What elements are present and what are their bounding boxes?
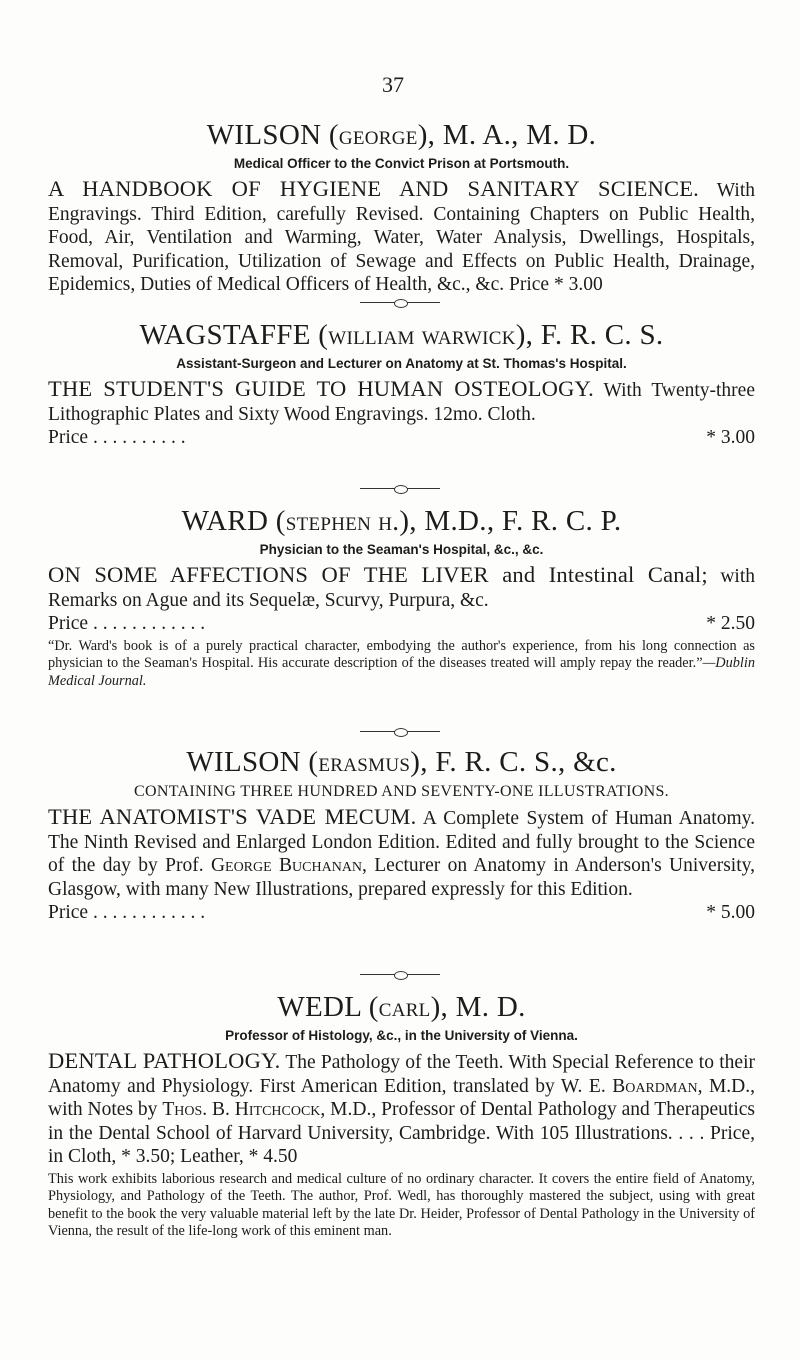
author-affiliation: Physician to the Seaman's Hospital, &c., &c.: [259, 542, 544, 557]
catalog-entry-wedl: [48, 990, 755, 1241]
price-label: Price . . . . . . . . . .: [48, 427, 186, 448]
price-value: * 3.00: [706, 427, 755, 448]
book-title: A HANDBOOK OF HYGIENE AND SANITARY SCIENCE.: [48, 176, 700, 201]
author-affiliation: Assistant-Surgeon and Lecturer on Anatomy at St. Thomas's Hospital.: [176, 356, 627, 371]
page-number: 37: [382, 72, 404, 97]
entry-text: THE ANATOMIST'S VADE MECUM. A Complete System of Human Anatomy. The Ninth Revised and Enlarged London Edition. Edited and fully brought to the Science of the day by Prof. George Buchanan, Lecturer on Anatomy in Anderson's University, Glasgow, with many New Illustrations, prepared expressly for this Edition.: [48, 804, 755, 900]
entry-text: [48, 377, 755, 426]
book-title: DENTAL PATHOLOGY.: [48, 1048, 281, 1073]
book-description: With Engravings. Third Edition, carefully Revised. Containing Chapters on Public Health, Food, Air, Ventilation and Warming, Water, Water Analysis, Dwellings, Hospitals, Removal, Purification, Utilization of Sewage and Effects on Public Health, Drainage, Epidemics, Duties of Medical Officers of Health, &c., &c. Price * 3.00: [48, 180, 755, 295]
book-description: with Remarks on Ague and its Sequelæ, Scurvy, Purpura, &c.: [48, 566, 756, 611]
review-quote: This work exhibits laborious research and medical culture of no ordinary character. It covers the entire field of Anatomy, Physiology, and Pathology of the Teeth. The author, Prof. Wedl, has thoroughly mastered the subject, using with great benefit to the book the very valuable material left by the late Dr. Heider, Professor of Dental Pathology in the University of Vienna, the result of the life-long work of this eminent man.: [48, 1170, 755, 1239]
illustrations-note: CONTAINING THREE HUNDRED AND SEVENTY-ONE ILLUSTRATIONS.: [134, 783, 669, 800]
price-value: * 5.00: [706, 902, 755, 923]
price-value: * 2.50: [706, 613, 755, 634]
price-text: . . . Price, in Cloth, * 3.50; Leather, * 4.50: [48, 1122, 755, 1167]
separator-ornament: [360, 298, 440, 308]
review-quote: “Dr. Ward's book is of a purely practical character, embodying the author's experience, from his long connection as physician to the Seaman's Hospital. His accurate description of the diseases treated will amply repay the reader.”—Dublin Medical Journal.: [48, 637, 755, 689]
book-title: ON SOME AFFECTIONS OF THE LIVER and Intestinal Canal;: [48, 562, 708, 587]
author-heading: WAGSTAFFE (william warwick), F. R. C. S.: [139, 319, 664, 351]
separator-ornament: [360, 484, 440, 494]
catalog-entry-wagstaffe: [48, 318, 755, 450]
entry-text: [48, 177, 755, 297]
book-title: THE ANATOMIST'S VADE MECUM.: [48, 804, 417, 829]
entry-text: DENTAL PATHOLOGY. The Pathology of the Teeth. With Special Reference to their Anatomy and Physiology. First American Edition, translated by W. E. Boardman, M.D., with Notes by Thos. B. Hitchcock, M.D., Professor of Dental Pathology and Therapeutics in the Dental School of Harvard University, Cambridge. With 105 Illustrations. . . . Price, in Cloth, * 3.50; Leather, * 4.50: [48, 1048, 756, 1167]
catalog-entry-wilson-erasmus: [48, 745, 755, 925]
editor-name: George Buchanan: [210, 855, 363, 876]
book-title: THE STUDENT'S GUIDE TO HUMAN OSTEOLOGY.: [48, 376, 594, 401]
separator-ornament: [360, 727, 440, 737]
price-line: [48, 901, 755, 925]
translator-name: Boardman: [612, 1075, 698, 1097]
author-affiliation: Professor of Histology, &c., in the University of Vienna.: [225, 1028, 578, 1043]
quote-source: —Dublin Medical Journal.: [48, 655, 755, 689]
author-heading: WILSON (erasmus), F. R. C. S., &c.: [186, 746, 617, 778]
entry-text: [48, 563, 755, 612]
separator-ornament: [360, 970, 440, 980]
catalog-entry-ward: [48, 504, 755, 690]
annotator-name: Thos. B. Hitchcock: [162, 1099, 321, 1120]
author-heading: WARD (stephen h.), M.D., F. R. C. P.: [181, 505, 622, 537]
price-line: [48, 612, 755, 636]
book-description: With Twenty-three Lithographic Plates and Sixty Wood Engravings. 12mo. Cloth.: [48, 380, 755, 425]
price-label: Price . . . . . . . . . . . .: [48, 613, 206, 634]
author-heading: WEDL (carl), M. D.: [277, 991, 526, 1023]
author-heading: WILSON (george), M. A., M. D.: [206, 119, 597, 151]
catalog-entry-wilson-george: [48, 118, 755, 297]
price-label: Price . . . . . . . . . . . .: [48, 902, 206, 923]
price-line: [48, 426, 755, 450]
author-affiliation: Medical Officer to the Convict Prison at Portsmouth.: [233, 156, 570, 171]
